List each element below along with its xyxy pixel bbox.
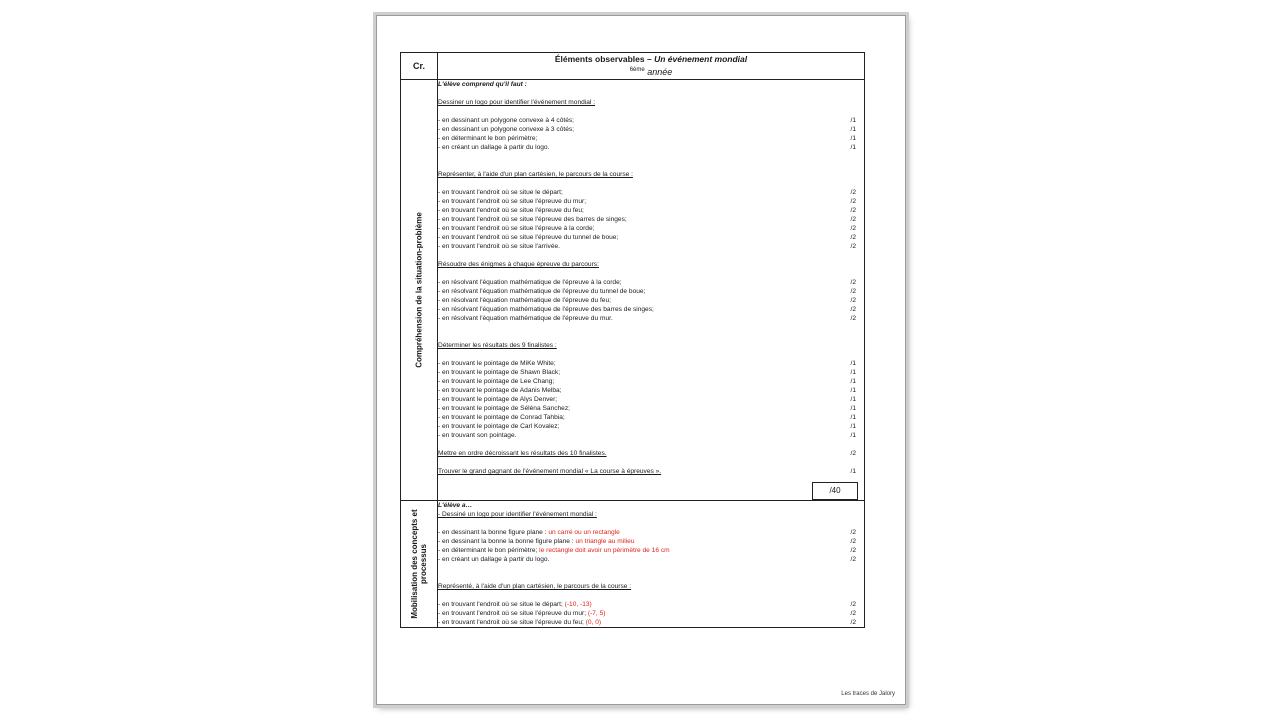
criterion-text: - en trouvant le pointage de Carl Kovalez; — [438, 423, 560, 430]
criterion-text: - en résolvant l'équation mathématique de l'épreuve du tunnel de boue; — [438, 288, 646, 295]
criterion-score: /2 — [850, 243, 856, 250]
criterion-text: - en résolvant l'équation mathématique de l'épreuve des barres de singes; — [438, 306, 654, 313]
criterion-score: /2 — [850, 297, 856, 304]
grade-text: année — [647, 67, 673, 77]
expected-answer: un carré ou un rectangle — [546, 529, 620, 536]
order-criterion: Mettre en ordre décroissant les résultats des 10 finalistes. /2 — [438, 450, 856, 457]
expected-answer: (-10, -13) — [562, 601, 592, 608]
criterion-score: /2 — [850, 288, 856, 295]
criterion-item — [438, 224, 864, 233]
footer-credit: Les traces de Jalory — [841, 691, 895, 697]
criterion-item — [438, 197, 864, 206]
criterion-text: - en trouvant l'endroit où se situe le départ; — [438, 189, 563, 196]
criterion-item — [438, 618, 864, 627]
criterion-item — [438, 296, 864, 305]
criterion-text: - en trouvant le pointage de Séléna Sanchez; — [438, 405, 570, 412]
criterion-score: /1 — [850, 405, 856, 412]
section2-logo-criteria — [438, 528, 864, 564]
criterion-score: /1 — [850, 387, 856, 394]
criterion-item — [438, 134, 864, 143]
title-italic: Un événement mondial — [654, 54, 748, 64]
criterion-text: - en trouvant l'endroit où se situe l'épreuve du mur; — [438, 198, 587, 205]
criterion-score: /1 — [850, 423, 856, 430]
enigmas-heading: Résoudre des énigmes à chaque épreuve du parcours: — [438, 261, 599, 268]
criterion-text: - en trouvant le pointage de Alys Denver; — [438, 396, 558, 403]
criterion-item — [438, 278, 864, 287]
criterion-item — [438, 116, 864, 125]
criterion-item — [438, 528, 864, 537]
section1-label-cell — [401, 80, 438, 501]
grid-title — [438, 53, 865, 80]
criterion-score: /2 — [850, 198, 856, 205]
criterion-text: - en créant un dallage à partir du logo. — [438, 556, 550, 563]
criterion-score: /2 — [850, 538, 856, 545]
enigma-criteria — [438, 278, 864, 323]
criterion-item — [438, 546, 864, 555]
evaluation-grid — [400, 52, 865, 628]
criterion-text: - en trouvant le pointage de Lee Chang; — [438, 378, 555, 385]
criterion-text: - en dessinant un polygone convexe à 3 côtés; — [438, 126, 574, 133]
expected-answer: (0, 0) — [583, 619, 602, 626]
criterion-score: /1 — [850, 432, 856, 439]
criterion-text: - en trouvant l'endroit où se situe l'arrivée. — [438, 243, 561, 250]
criterion-item — [438, 143, 864, 152]
grade-level — [630, 67, 673, 77]
criterion-item — [438, 537, 864, 546]
criterion-item — [438, 206, 864, 215]
criterion-item — [438, 215, 864, 224]
criterion-item — [438, 386, 864, 395]
criterion-score: /2 — [850, 547, 856, 554]
logo-heading: Dessiner un logo pour identifier l'événement mondial : — [438, 99, 596, 106]
winner-criterion: Trouver le grand gagnant de l'événement mondial « La course à épreuves ». /1 — [438, 468, 856, 475]
criterion-text: - en trouvant l'endroit où se situe le départ; — [438, 601, 563, 608]
criterion-text: - en trouvant l'endroit où se situe l'épreuve des barres de singes; — [438, 216, 627, 223]
criterion-item — [438, 233, 864, 242]
criterion-score: /2 — [850, 234, 856, 241]
criterion-item — [438, 395, 864, 404]
criterion-score: /1 — [850, 369, 856, 376]
grade-sup: 6ème — [629, 67, 645, 73]
criterion-text: - en résolvant l'équation mathématique de l'épreuve du mur. — [438, 315, 613, 322]
criterion-text: - en trouvant le pointage de Adanis Melba; — [438, 387, 562, 394]
criterion-text: - en trouvant l'endroit où se situe l'épreuve du tunnel de boue; — [438, 234, 619, 241]
results-heading: Déterminer les résultats des 9 finalistes : — [438, 342, 557, 349]
section1-intro: L'élève comprend qu'il faut : — [438, 81, 527, 88]
criterion-text: - en trouvant l'endroit où se situe l'épreuve du mur; — [438, 610, 587, 617]
expected-answer: le rectangle doit avoir un périmètre de 16 cm — [537, 547, 670, 554]
criterion-score: /1 — [850, 126, 856, 133]
criterion-item — [438, 305, 864, 314]
criterion-score: /2 — [850, 610, 856, 617]
criterion-item — [438, 368, 864, 377]
section2-plan-criteria — [438, 600, 864, 627]
winner-score: /1 — [850, 468, 856, 475]
criterion-item — [438, 359, 864, 368]
criterion-text: - en dessinant la bonne la bonne figure plane : — [438, 538, 574, 545]
criterion-score: /2 — [850, 601, 856, 608]
criterion-item — [438, 609, 864, 618]
title-main: Éléments observables – — [554, 54, 655, 64]
section2-logo-heading: - Dessiné un logo pour identifier l'événement mondial : — [438, 511, 597, 518]
criterion-score: /2 — [850, 189, 856, 196]
criterion-score: /2 — [850, 556, 856, 563]
criterion-score: /2 — [850, 529, 856, 536]
criterion-text: - en trouvant l'endroit où se situe l'épreuve du feu; — [438, 207, 584, 214]
plan-criteria — [438, 188, 864, 251]
section1-content — [438, 80, 865, 501]
criterion-text: - en déterminant le bon périmètre; — [438, 135, 538, 142]
document-page — [376, 15, 906, 705]
section2-plan-heading: Représenté, à l'aide d'un plan cartésien, le parcours de la course : — [438, 583, 632, 590]
results-criteria — [438, 359, 864, 440]
criterion-text: - en trouvant le pointage de Conrad Tahbia; — [438, 414, 565, 421]
criterion-score: /2 — [850, 619, 856, 626]
criterion-text: - en trouvant le pointage de MiKe White; — [438, 360, 556, 367]
criterion-header: Cr. — [401, 53, 438, 80]
criterion-item — [438, 314, 864, 323]
criterion-item — [438, 413, 864, 422]
total-score-box: /40 — [812, 482, 858, 500]
expected-answer: (-7, 5) — [586, 610, 606, 617]
criterion-item — [438, 287, 864, 296]
criterion-item — [438, 422, 864, 431]
criterion-item — [438, 404, 864, 413]
section1-label: Compréhension de la situation-problème — [414, 212, 424, 368]
section2-content — [438, 501, 865, 628]
criterion-score: /2 — [850, 306, 856, 313]
expected-answer: un triangle au milieu — [573, 538, 635, 545]
criterion-text: - en trouvant l'endroit où se situe l'épreuve à la corde; — [438, 225, 595, 232]
criterion-score: /2 — [850, 225, 856, 232]
criterion-score: /2 — [850, 216, 856, 223]
criterion-score: /1 — [850, 117, 856, 124]
criterion-score: /1 — [850, 144, 856, 151]
criterion-text: - en trouvant l'endroit où se situe l'épreuve du feu; — [438, 619, 584, 626]
criterion-item — [438, 377, 864, 386]
criterion-item — [438, 431, 864, 440]
criterion-item — [438, 555, 864, 564]
criterion-text: - en trouvant le pointage de Shawn Black; — [438, 369, 561, 376]
criterion-text: - en résolvant l'équation mathématique de l'épreuve à la corde; — [438, 279, 622, 286]
criterion-text: - en dessinant la bonne figure plane : — [438, 529, 547, 536]
criterion-item — [438, 188, 864, 197]
criterion-text: - en créant un dallage à partir du logo. — [438, 144, 550, 151]
criterion-score: /2 — [850, 207, 856, 214]
criterion-score: /2 — [850, 279, 856, 286]
criterion-text: - en trouvant son pointage. — [438, 432, 517, 439]
order-score: /2 — [850, 450, 856, 457]
criterion-text: - en déterminant le bon périmètre; — [438, 547, 538, 554]
section2-label-cell — [401, 501, 438, 628]
criterion-score: /1 — [850, 414, 856, 421]
criterion-score: /1 — [850, 360, 856, 367]
logo-criteria — [438, 116, 864, 152]
criterion-score: /1 — [850, 135, 856, 142]
criterion-score: /2 — [850, 315, 856, 322]
criterion-item — [438, 600, 864, 609]
section2-intro: L'élève a… — [438, 502, 473, 509]
criterion-text: - en dessinant un polygone convexe à 4 côtés; — [438, 117, 574, 124]
criterion-text: - en résolvant l'équation mathématique de l'épreuve du feu; — [438, 297, 611, 304]
criterion-item — [438, 242, 864, 251]
criterion-score: /1 — [850, 378, 856, 385]
criterion-score: /1 — [850, 396, 856, 403]
section2-label: Mobilisation des concepts et processus — [410, 509, 428, 619]
plan-heading: Représenter, à l'aide d'un plan cartésien, le parcours de la course : — [438, 171, 633, 178]
criterion-item — [438, 125, 864, 134]
